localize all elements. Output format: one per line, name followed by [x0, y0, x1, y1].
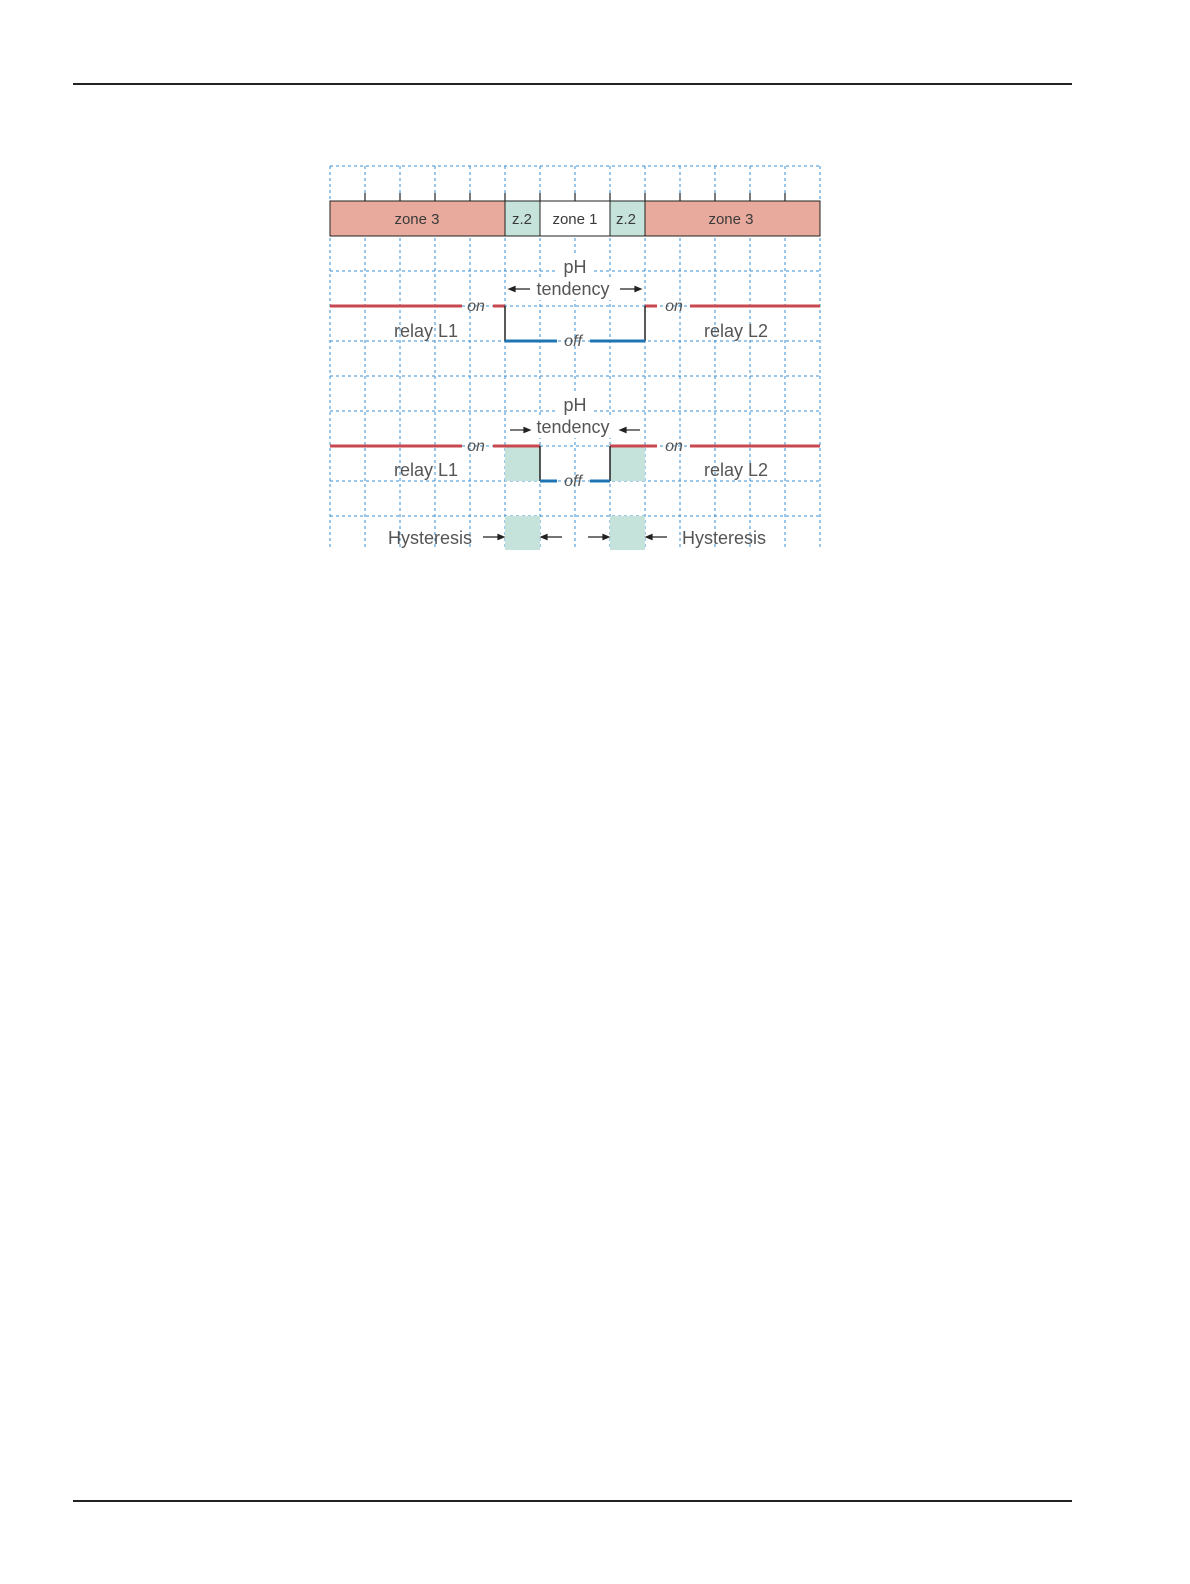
relay-l1-label: relay L1: [393, 321, 459, 341]
relay-l1-label: relay L1: [393, 460, 459, 480]
top-relay-panel: [330, 256, 820, 350]
hysteresis-label-right: Hysteresis: [681, 528, 767, 548]
off-label: off: [564, 333, 582, 350]
off-label: off: [564, 473, 582, 490]
tendency-label: tendency: [536, 417, 610, 437]
tendency-label: tendency: [536, 279, 610, 299]
zone3-right-label: zone 3: [708, 211, 754, 228]
ph-label: pH: [563, 257, 587, 277]
zone-ticks: [365, 193, 785, 201]
zone2-right-label: z.2: [615, 211, 637, 228]
zone3-left-label: zone 3: [394, 211, 440, 228]
relay-l2-label: relay L2: [703, 460, 769, 480]
zone-bar: [330, 193, 820, 236]
on-label-right: on: [665, 438, 683, 455]
on-label-left: on: [467, 438, 485, 455]
hysteresis-band-left: [505, 446, 540, 481]
on-label-right: on: [665, 298, 683, 315]
zone1-label: zone 1: [552, 211, 598, 228]
relay-zone-diagram: [0, 0, 1190, 600]
footer-rule: [73, 1500, 1072, 1502]
zone2-left-label: z.2: [511, 211, 533, 228]
relay-l2-label: relay L2: [703, 321, 769, 341]
ph-label: pH: [563, 395, 587, 415]
hysteresis-row: [388, 516, 766, 550]
hysteresis-label-left: Hysteresis: [387, 528, 473, 548]
on-label-left: on: [467, 298, 485, 315]
hysteresis-band-right: [610, 446, 645, 481]
